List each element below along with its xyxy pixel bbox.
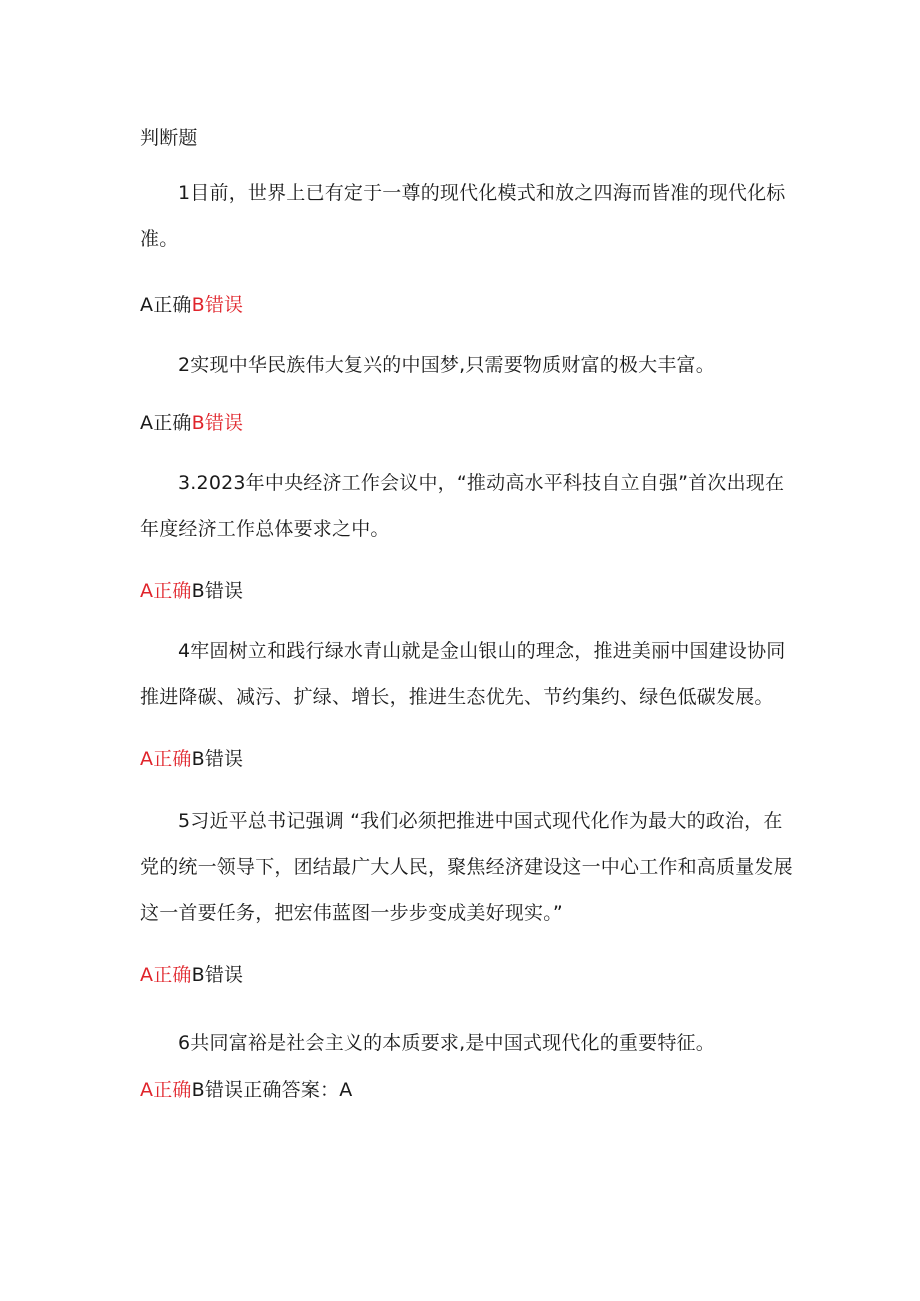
question-4-option-a: A正确 [140, 748, 192, 770]
question-4-text: 4牢固树立和践行绿水青山就是金山银山的理念，推进美丽中国建设协同推进降碳、减污、扩绿、增长，推进生态优先、节约集约、绿色低碳发展。 [140, 640, 786, 708]
section-heading: 判断题 [140, 127, 198, 149]
question-6-option-b: B错误 [191, 1079, 244, 1101]
question-3-option-b: B错误 [191, 580, 244, 602]
question-2-option-b: B错误 [191, 412, 244, 434]
question-5-option-b: B错误 [191, 964, 244, 986]
question-6-text: 6共同富裕是社会主义的本质要求,是中国式现代化的重要特征。 [178, 1032, 715, 1054]
question-5-text: 5习近平总书记强调 “我们必须把推进中国式现代化作为最大的政治，在党的统一领导下，团结最广大人民，聚焦经济建设这一中心工作和高质量发展这一首要任务，把宏伟蓝图一步步变成美好现实。” [140, 810, 793, 924]
question-3-options [140, 564, 800, 618]
question-6-option-a: A正确 [140, 1079, 192, 1101]
question-2-option-a: A正确 [140, 412, 192, 434]
question-1-option-a: A正确 [140, 294, 192, 316]
question-2-options [140, 396, 800, 450]
question-4-option-b: B错误 [191, 748, 244, 770]
question-2-text: 2实现中华民族伟大复兴的中国梦,只需要物质财富的极大丰富。 [178, 354, 715, 376]
question-5-options [140, 948, 800, 1002]
question-1-option-b: B错误 [191, 294, 244, 316]
question-5-option-a: A正确 [140, 964, 192, 986]
question-4-options [140, 732, 800, 786]
question-1-options [140, 278, 800, 332]
question-1-text: 1目前，世界上已有定于一尊的现代化模式和放之四海而皆准的现代化标准。 [140, 182, 786, 250]
question-6-answer: 正确答案：A [243, 1079, 353, 1101]
question-3-option-a: A正确 [140, 580, 192, 602]
question-3-text: 3.2023年中央经济工作会议中，“推动高水平科技自立自强”首次出现在年度经济工作总体要求之中。 [140, 472, 785, 540]
question-6-options [140, 1063, 800, 1117]
